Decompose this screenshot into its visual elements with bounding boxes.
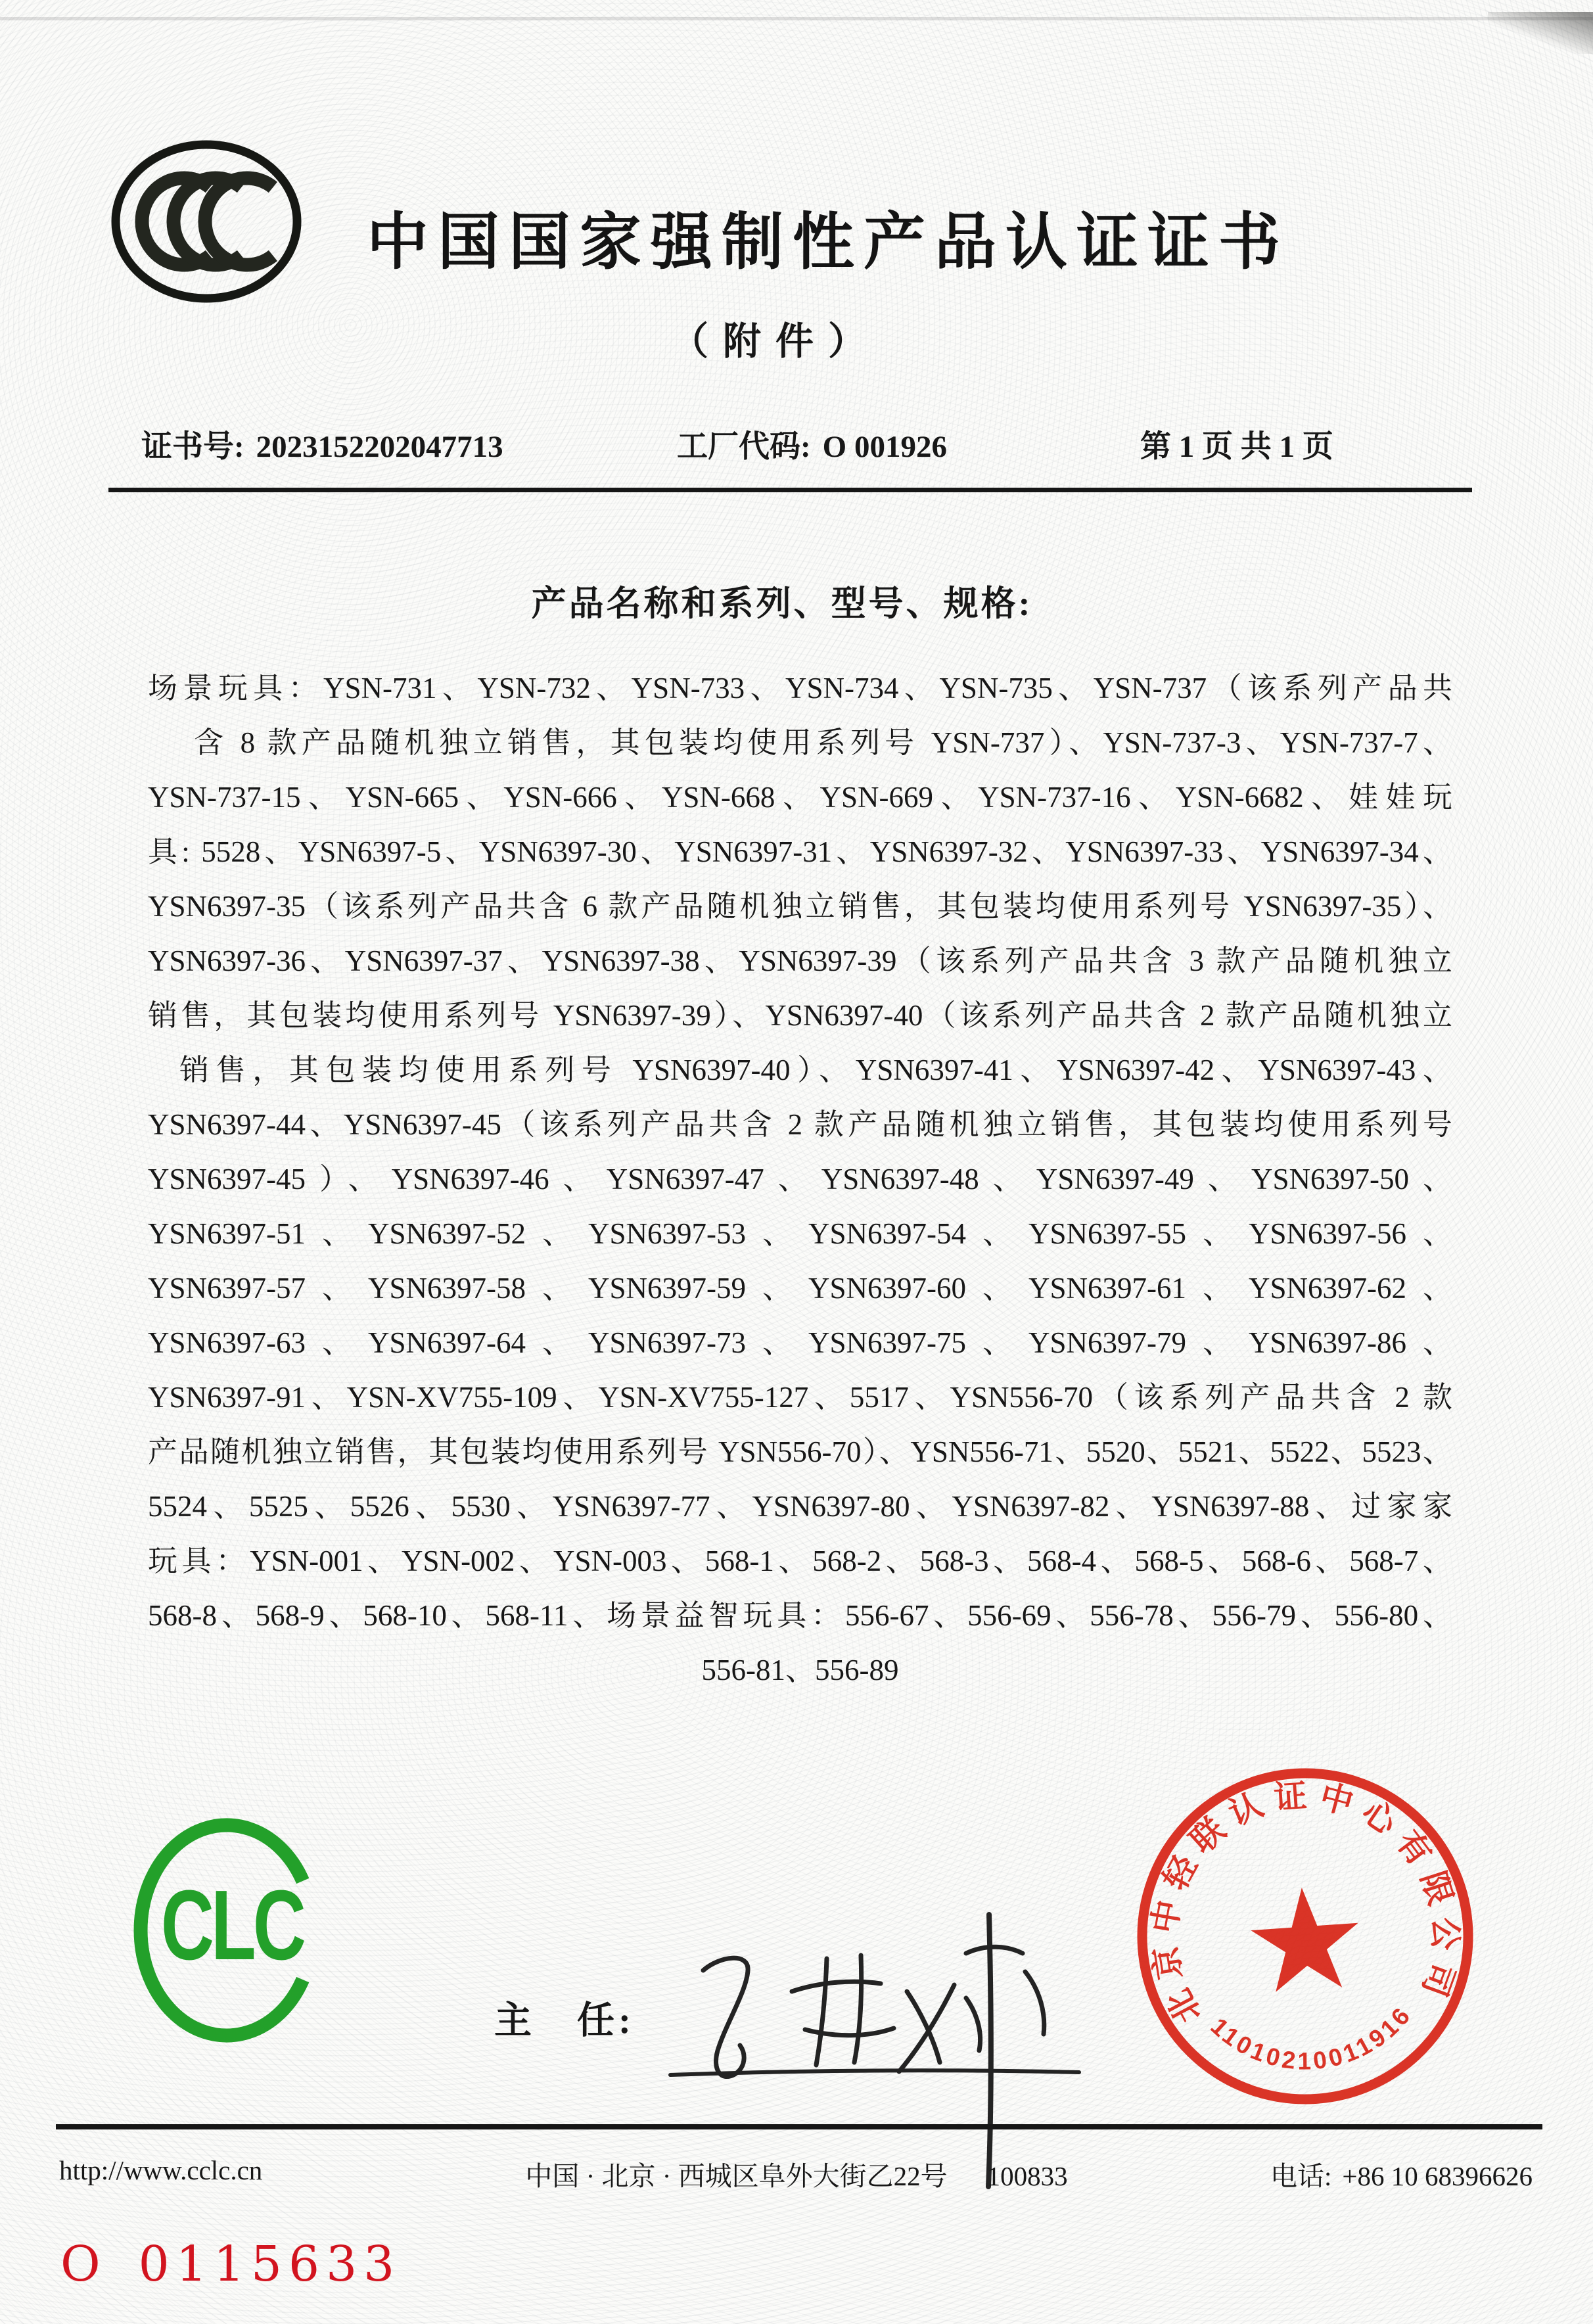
footer-phone-group bbox=[1270, 2154, 1533, 2193]
product-line: 556-81、556-89 bbox=[701, 1654, 899, 1686]
product-line: 场景玩具：YSN-731、YSN-732、YSN-733、YSN-734、YSN-735、YSN-737（该系列产品共 bbox=[148, 672, 1452, 705]
stamp-number-text: 11010210011916 bbox=[1205, 2000, 1418, 2075]
product-line: YSN6397-57、YSN6397-58、YSN6397-59、YSN6397-60、YSN6397-61、YSN6397-62、 bbox=[148, 1272, 1452, 1305]
signature-stroke bbox=[703, 1958, 748, 2076]
product-line: 玩具：YSN-001、YSN-002、YSN-003、568-1、568-2、568-3、568-4、568-5、568-6、568-7、 bbox=[148, 1545, 1452, 1577]
clc-logo-text: CLC bbox=[160, 1870, 304, 1981]
stamp-star bbox=[1248, 1884, 1362, 1993]
product-line: YSN-737-15、YSN-665、YSN-666、YSN-668、YSN-669、YSN-737-16、YSN-6682、娃娃玩 bbox=[148, 781, 1452, 814]
signature-stroke bbox=[854, 1955, 862, 2062]
scan-corner-artifact bbox=[1488, 12, 1593, 54]
svg-text:11010210011916 bbox=[1204, 1999, 1420, 2082]
serial-prefix: O bbox=[60, 2236, 101, 2292]
product-line: 5524、5525、5526、5530、YSN6397-77、YSN6397-80、YSN6397-82、YSN6397-88、过家家 bbox=[148, 1490, 1452, 1523]
scan-edge-artifact bbox=[0, 17, 1593, 20]
section-heading: 产品名称和系列、型号、规格: bbox=[531, 585, 1033, 623]
product-line: 568-8、568-9、568-10、568-11、场景益智玩具：556-67、556-69、556-78、556-79、556-80、 bbox=[148, 1599, 1452, 1632]
signature-stroke bbox=[966, 1947, 1023, 1953]
product-line: YSN6397-51、YSN6397-52、YSN6397-53、YSN6397-54、YSN6397-55、YSN6397-56、 bbox=[148, 1217, 1452, 1250]
footer-phone: +86 10 68396626 bbox=[1342, 2161, 1533, 2191]
product-line: 销售，其包装均使用系列号 YSN6397-39）、YSN6397-40（该系列产品共含 2 款产品随机独立 bbox=[148, 999, 1452, 1032]
ccc-logo bbox=[110, 140, 302, 303]
serial-number: 0115633 bbox=[138, 2236, 402, 2292]
footer-phone-label: 电话: bbox=[1270, 2161, 1332, 2191]
certificate-subtitle: （附件） bbox=[670, 320, 881, 363]
clc-logo bbox=[128, 1817, 325, 2044]
product-line: 销售，其包装均使用系列号 YSN6397-40）、YSN6397-41、YSN6397-42、YSN6397-43、 bbox=[179, 1054, 1452, 1086]
ccc-logo-c3 bbox=[205, 178, 273, 265]
cert-no-group bbox=[141, 422, 503, 466]
factory-code-value: O 001926 bbox=[822, 430, 947, 464]
stamp-company-text: 北京中轻联认证中心有限公司 bbox=[1145, 1777, 1464, 2030]
signature-stroke bbox=[988, 1915, 991, 2187]
footer-address: 中国 · 北京 · 西城区阜外大街乙22号 bbox=[525, 2161, 948, 2191]
product-list bbox=[148, 661, 1452, 1698]
product-line: YSN6397-36、YSN6397-37、YSN6397-38、YSN6397-39（该系列产品共含 3 款产品随机独立 bbox=[148, 944, 1452, 977]
product-line: 具: 5528、YSN6397-5、YSN6397-30、YSN6397-31、YSN6397-32、YSN6397-33、YSN6397-34、 bbox=[148, 835, 1452, 868]
signature-stroke bbox=[1025, 1972, 1044, 2034]
product-line: YSN6397-44、YSN6397-45（该系列产品共含 2 款产品随机独立销售，其包装均使用系列号 bbox=[148, 1108, 1452, 1141]
signature-stroke bbox=[816, 1959, 827, 2065]
footer-website: http://www.cclc.cn bbox=[59, 2155, 263, 2185]
serial-number-group bbox=[60, 2236, 401, 2292]
product-line: YSN6397-91、YSN-XV755-109、YSN-XV755-127、5517、YSN556-70（该系列产品共含 2 款 bbox=[148, 1381, 1452, 1414]
product-line: YSN6397-35（该系列产品共含 6 款产品随机独立销售，其包装均使用系列号 YSN6397-35）、 bbox=[148, 890, 1452, 923]
cert-no-label: 证书号: bbox=[141, 430, 244, 464]
page-indicator: 第 1 页 共 1 页 bbox=[1140, 430, 1333, 464]
header-divider bbox=[108, 488, 1472, 492]
certificate-title: 中国国家强制性产品认证证书 bbox=[366, 208, 1289, 277]
signature-stroke bbox=[792, 1982, 881, 1991]
director-signature bbox=[657, 1893, 1183, 2208]
product-line: 产品随机独立销售，其包装均使用系列号 YSN556-70）、YSN556-71、5520、5521、5522、5523、 bbox=[148, 1435, 1452, 1468]
cert-no-value: 2023152202047713 bbox=[256, 430, 503, 464]
footer-postcode: 100833 bbox=[986, 2161, 1068, 2191]
product-line: 含 8 款产品随机独立销售，其包装均使用系列号 YSN-737）、YSN-737-3、YSN-737-7、 bbox=[194, 726, 1452, 759]
signature-stroke bbox=[966, 1998, 981, 2051]
factory-code-label: 工厂代码: bbox=[677, 430, 811, 464]
signature-stroke bbox=[805, 2028, 894, 2035]
product-line: YSN6397-45）、YSN6397-46、YSN6397-47、YSN6397-48、YSN6397-49、YSN6397-50、 bbox=[148, 1163, 1452, 1196]
factory-code-group bbox=[677, 422, 947, 466]
product-line: YSN6397-63、YSN6397-64、YSN6397-73、YSN6397-75、YSN6397-79、YSN6397-86、 bbox=[148, 1326, 1452, 1359]
director-label: 主 任: bbox=[494, 2000, 635, 2041]
